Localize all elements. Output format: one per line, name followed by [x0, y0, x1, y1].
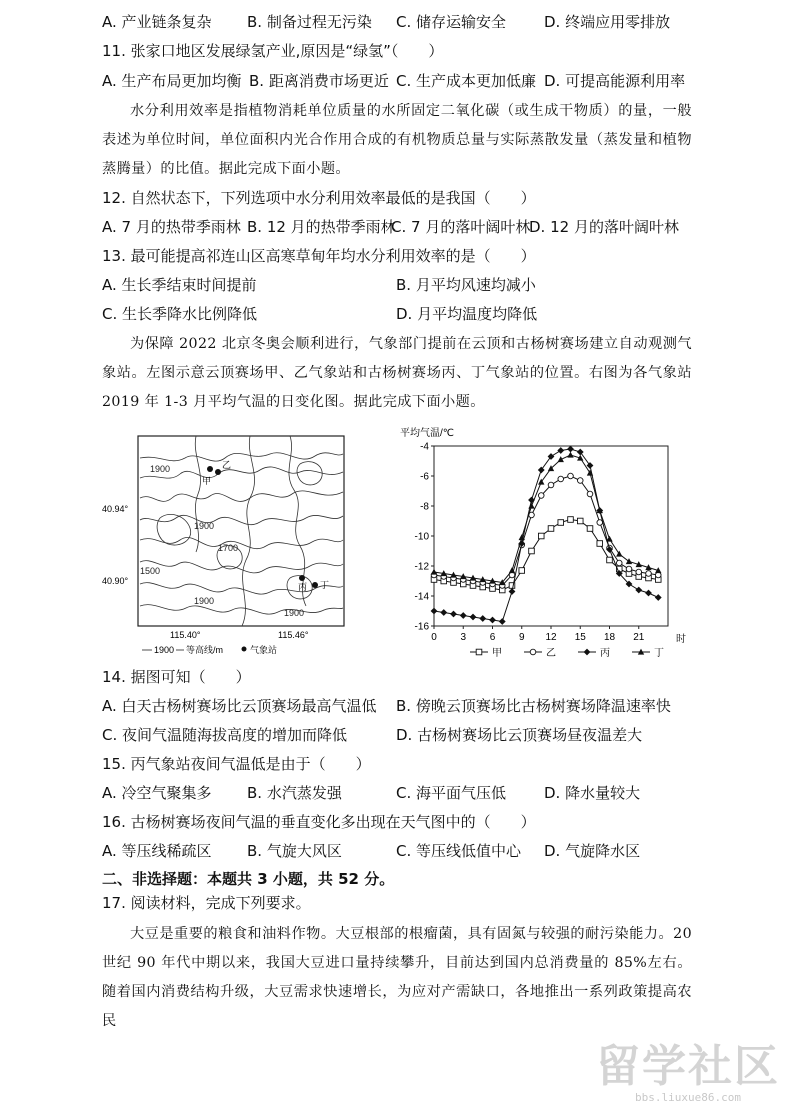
data-point-甲	[568, 517, 574, 523]
station-label-ding: 丁	[320, 580, 330, 590]
q12-option-b: B. 12 月的热带季雨林	[247, 218, 396, 236]
contour-label: 1900	[194, 521, 215, 531]
y-tick-label: -14	[414, 591, 429, 603]
data-point-甲	[538, 533, 544, 539]
contour-label: 1900	[284, 608, 305, 618]
q14-option-a: A. 白天古杨树赛场比云顶赛场最高气温低	[102, 697, 377, 715]
x-tick-label: 21	[633, 632, 645, 643]
data-point-乙	[548, 482, 554, 488]
data-point-丙	[470, 614, 477, 621]
data-point-丙	[460, 612, 467, 619]
contour-label: 1500	[140, 566, 161, 576]
data-point-甲	[597, 541, 603, 547]
q12-option-c: C. 7 月的落叶阔叶林	[391, 218, 531, 236]
series-丁	[431, 452, 662, 585]
data-point-丁	[528, 503, 534, 509]
data-point-丙	[587, 462, 594, 469]
data-point-甲	[519, 568, 525, 574]
q11-stem: 11. 张家口地区发展绿氢产业,原因是“绿氢”（ ）	[102, 42, 444, 60]
x-tick-label: 15	[574, 632, 586, 643]
q12-option-d: D. 12 月的落叶阔叶林	[529, 218, 679, 236]
lat-label: 40.94°	[102, 504, 129, 514]
station-ding-marker	[312, 582, 318, 588]
lon-label: 115.46°	[278, 630, 309, 640]
data-point-甲	[607, 557, 613, 563]
q16-option-c: C. 等压线低值中心	[396, 842, 522, 860]
data-point-丙	[489, 617, 496, 624]
q13-stem: 13. 最可能提高祁连山区高寒草甸年均水分利用效率的是（ ）	[102, 247, 536, 265]
q11-option-d: D. 可提高能源利用率	[544, 72, 686, 90]
x-tick-label: 18	[603, 632, 616, 643]
temperature-chart	[396, 424, 696, 662]
legend-label: 丙	[600, 648, 610, 659]
contour-label: 1700	[218, 543, 239, 553]
series-丙	[431, 446, 662, 625]
passage-winter-olympics: 为保障 2022 北京冬奥会顺利进行，气象部门提前在云顶和古杨树赛场建立自动观测气象站。左图示意云顶赛场甲、乙气象站和古杨树赛场丙、丁气象站的位置。右图为各气象站 2019 年 1-3 月平均气温的日变化图。据此完成下面小题。	[102, 336, 692, 410]
q10-option-c: C. 储存运输安全	[396, 13, 507, 31]
q15-option-d: D. 降水量较大	[544, 784, 641, 802]
q13-option-c: C. 生长季降水比例降低	[102, 305, 258, 323]
data-point-丙	[431, 608, 438, 615]
chart-plot-frame	[434, 446, 668, 626]
q11-option-b: B. 距离消费市场更近	[249, 72, 389, 90]
data-point-丙	[567, 446, 574, 453]
data-point-甲	[558, 520, 564, 526]
data-point-丙	[635, 587, 642, 594]
y-tick-label: -10	[414, 531, 429, 543]
q14-option-b: B. 傍晚云顶赛场比古杨树赛场降温速率快	[396, 697, 671, 715]
data-point-丙	[440, 609, 447, 616]
data-point-乙	[587, 491, 593, 497]
lat-label: 40.90°	[102, 576, 129, 586]
q15-option-a: A. 冷空气聚集多	[102, 784, 212, 802]
series-line-丁	[434, 455, 658, 583]
station-bing-marker	[299, 575, 305, 581]
q17-stem: 17. 阅读材料，完成下列要求。	[102, 894, 311, 912]
q15-stem: 15. 丙气象站夜间气温低是由于（ ）	[102, 755, 371, 773]
data-point-乙	[568, 473, 574, 479]
data-point-丁	[587, 470, 593, 476]
legend-label: 丁	[654, 648, 664, 659]
contour-label: 1900	[194, 596, 215, 606]
data-point-甲	[548, 526, 554, 532]
series-乙	[431, 473, 661, 588]
q16-option-d: D. 气旋降水区	[544, 842, 641, 860]
section-title-nonchoice: 二、非选择题：本题共 3 小题，共 52 分。	[102, 870, 395, 888]
passage-soybean: 大豆是重要的粮食和油料作物。大豆根部的根瘤菌，具有固氮与较强的耐污染能力。20 世纪 90 年代中期以来，我国大豆进口量持续攀升，目前达到国内总消费量的 85%左右。随着国内消费结构升级，大豆需求快速增长，为应对产需缺口，各地推出一系列政策提高农民	[102, 926, 692, 1029]
q11-option-c: C. 生产成本更加低廉	[396, 72, 537, 90]
station-yi-marker	[215, 469, 221, 475]
chart-xlabel: 时	[676, 634, 686, 645]
passage-water-use-efficiency: 水分利用效率是指植物消耗单位质量的水所固定二氧化碳（或生成干物质）的量，一般表述为单位时间，单位面积内光合作用合成的有机物质总量与实际蒸散发量（蒸发量和植物蒸腾量）的比值。据此完成下面小题。	[102, 103, 692, 177]
data-point-丙	[538, 467, 545, 474]
y-tick-label: -12	[414, 561, 429, 573]
q13-option-a: A. 生长季结束时间提前	[102, 276, 257, 294]
q16-stem: 16. 古杨树赛场夜间气温的垂直变化多出现在天气图中的（ ）	[102, 813, 536, 831]
q14-stem: 14. 据图可知（ ）	[102, 668, 251, 686]
q13-option-b: B. 月平均风速均减小	[396, 276, 536, 294]
data-point-甲	[587, 526, 593, 532]
data-point-丁	[431, 569, 437, 575]
legend-label: 乙	[546, 648, 556, 659]
station-jia-marker	[207, 466, 213, 472]
x-tick-label: 0	[431, 632, 437, 643]
x-tick-label: 9	[518, 632, 525, 643]
data-point-丙	[548, 453, 555, 460]
contour-map	[100, 428, 362, 658]
y-tick-label: -4	[420, 441, 429, 453]
data-point-丙	[450, 611, 457, 618]
data-point-乙	[577, 478, 583, 484]
x-tick-label: 12	[545, 632, 557, 643]
data-point-丙	[645, 590, 652, 597]
x-tick-label: 3	[460, 632, 467, 643]
legend-label: 甲	[492, 648, 502, 659]
data-point-乙	[626, 566, 632, 572]
q10-option-d: D. 终端应用零排放	[544, 13, 671, 31]
legend-station-label: 气象站	[250, 645, 278, 655]
y-tick-label: -8	[420, 501, 429, 513]
watermark-title: 留学社区	[596, 1041, 780, 1092]
data-point-丙	[577, 449, 584, 456]
data-point-丁	[626, 558, 632, 564]
q12-option-a: A. 7 月的热带季雨林	[102, 218, 241, 236]
data-point-乙	[616, 560, 622, 566]
data-point-甲	[529, 548, 535, 554]
q13-option-d: D. 月平均温度均降低	[396, 305, 538, 323]
data-point-丙	[557, 447, 564, 454]
data-point-丁	[616, 551, 622, 557]
y-tick-label: -16	[414, 621, 429, 633]
legend-contour-value: 1900	[154, 645, 175, 655]
station-label-yi: 乙	[222, 460, 232, 470]
map-legend	[142, 644, 277, 655]
legend-marker-丙	[584, 649, 591, 656]
data-point-甲	[577, 518, 583, 524]
contour-label: 1900	[150, 464, 171, 474]
legend-marker-甲	[476, 649, 482, 655]
chart-ylabel: 平均气温/℃	[400, 428, 455, 439]
q15-option-c: C. 海平面气压低	[396, 784, 507, 802]
legend-contour-label: 等高线/m	[186, 645, 223, 655]
q16-option-a: A. 等压线稀疏区	[102, 842, 212, 860]
data-point-乙	[636, 569, 642, 575]
q14-option-d: D. 古杨树赛场比云顶赛场昼夜温差大	[396, 726, 643, 744]
data-point-丙	[499, 618, 506, 625]
x-tick-label: 6	[489, 632, 496, 643]
data-point-丁	[567, 452, 573, 458]
data-point-丁	[558, 456, 564, 462]
station-label-bing: 丙	[298, 582, 308, 592]
watermark-url: bbs.liuxue86.com	[635, 1091, 741, 1104]
y-tick-label: -6	[420, 471, 429, 483]
lon-label: 115.40°	[170, 630, 201, 640]
q12-stem: 12. 自然状态下，下列选项中水分利用效率最低的是我国（ ）	[102, 189, 536, 207]
legend-marker-乙	[530, 649, 536, 655]
data-point-乙	[558, 476, 564, 482]
watermark	[596, 1043, 780, 1104]
q10-option-b: B. 制备过程无污染	[247, 13, 372, 31]
data-point-乙	[597, 520, 603, 526]
q10-option-a: A. 产业链条复杂	[102, 13, 212, 31]
q16-option-b: B. 气旋大风区	[247, 842, 342, 860]
data-point-乙	[538, 493, 544, 499]
q14-option-c: C. 夜间气温随海拔高度的增加而降低	[102, 726, 348, 744]
station-label-jia: 甲	[202, 476, 212, 486]
series-line-乙	[434, 476, 658, 586]
data-point-乙	[646, 571, 652, 577]
q11-option-a: A. 生产布局更加均衡	[102, 72, 242, 90]
data-point-丙	[509, 588, 516, 595]
data-point-丙	[479, 615, 486, 622]
q15-option-b: B. 水汽蒸发强	[247, 784, 342, 802]
data-point-丙	[655, 594, 662, 601]
